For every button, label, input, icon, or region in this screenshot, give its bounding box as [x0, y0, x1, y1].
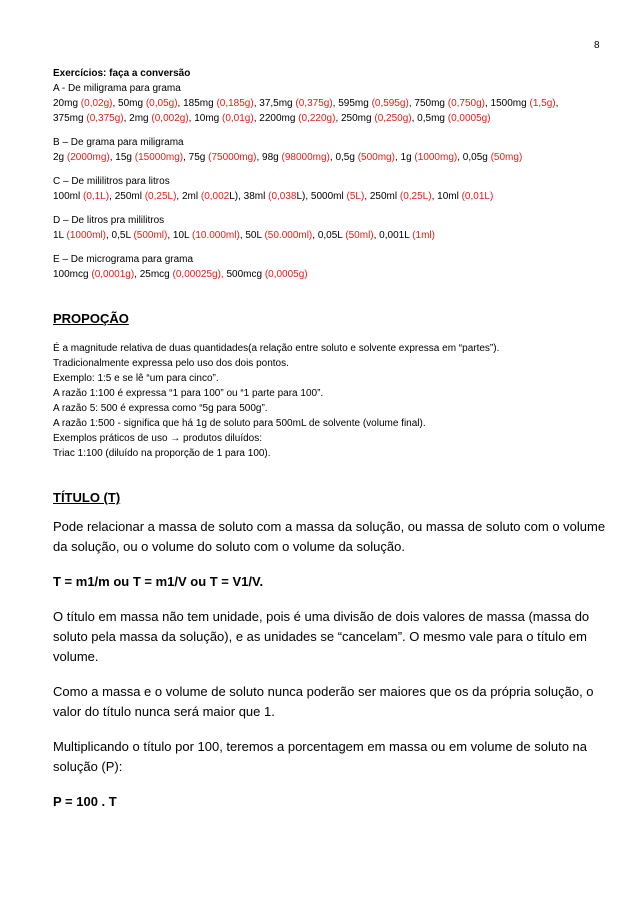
answer-value: (0,250g) — [374, 113, 412, 124]
answer-value: (500mg) — [357, 152, 395, 163]
answer-value: (0,0005g) — [447, 113, 491, 124]
question-value: , 750mg — [408, 98, 448, 109]
percent-formula: P = 100 . T — [53, 794, 117, 809]
question-value: , 98g — [256, 152, 282, 163]
titulo-paragraph-1: Pode relacionar a massa de soluto com a massa da solução, ou massa de soluto com o volume da solução, ou o volume do soluto com o volume da solução. — [53, 519, 606, 554]
proporcao-text — [53, 341, 613, 461]
proporcao-line: Tradicionalmente expressa pelo uso dos dois pontos. — [53, 358, 289, 369]
answer-value: (0,002g) — [151, 113, 189, 124]
question-value: 100ml — [53, 191, 84, 202]
exercise-heading: C – De mililitros para litros — [53, 176, 170, 187]
question-value: , 250ml — [109, 191, 145, 202]
answer-value: (0,02g) — [80, 98, 113, 109]
answer-value: (10.000ml) — [192, 230, 240, 241]
question-value: , 37,5mg — [253, 98, 296, 109]
exercise-line — [53, 189, 613, 204]
question-value: , 0,5g — [329, 152, 358, 163]
question-value: , 250ml — [364, 191, 400, 202]
question-value: , 0,05g — [457, 152, 491, 163]
question-value: , 595mg — [332, 98, 372, 109]
answer-value: (1000mg) — [414, 152, 458, 163]
proporcao-line: A razão 5: 500 é expressa como “5g para 500g”. — [53, 403, 268, 414]
proporcao-section — [53, 311, 613, 461]
answer-value: (1000ml) — [66, 230, 106, 241]
answer-value: (0,0005g) — [264, 269, 308, 280]
answer-value: (0,25L) — [399, 191, 432, 202]
answer-value: (0,01L) — [461, 191, 494, 202]
question-value: , 10ml — [431, 191, 462, 202]
answer-value: (75000mg) — [208, 152, 257, 163]
proporcao-line: Triac 1:100 (diluído na proporção de 1 para 100). — [53, 448, 271, 459]
question-value: , 50L — [239, 230, 265, 241]
titulo-formula: T = m1/m ou T = m1/V ou T = V1/V. — [53, 574, 264, 589]
question-value: 20mg — [53, 98, 81, 109]
question-value: 375mg — [53, 113, 87, 124]
question-value: , 0,001L — [373, 230, 413, 241]
exercise-heading: D – De litros pra mililitros — [53, 215, 165, 226]
answer-value: (0,01g) — [222, 113, 254, 124]
answer-value: (0,0001g) — [91, 269, 135, 280]
answer-value: (0,1L) — [83, 191, 110, 202]
exercise-group — [53, 81, 613, 126]
answer-value: (0,220g) — [298, 113, 336, 124]
proporcao-line: A razão 1:500 - significa que há 1g de soluto para 500mL de solvente (volume final). — [53, 418, 426, 429]
exercise-line — [53, 150, 613, 165]
answer-value: (0,05g) — [145, 98, 178, 109]
answer-value: (500ml) — [133, 230, 168, 241]
answer-value: (15000mg) — [134, 152, 184, 163]
answer-value: (0,25L) — [144, 191, 177, 202]
answer-value: (0,00025g), — [172, 269, 224, 280]
exercise-group — [53, 213, 613, 243]
question-value: , 15g — [109, 152, 135, 163]
exercise-line — [53, 111, 613, 126]
exercise-heading: A - De miligrama para grama — [53, 83, 181, 94]
answer-value: (98000mg) — [281, 152, 330, 163]
proporcao-line: A razão 1:100 é expressa “1 para 100” ou “1 parte para 100”. — [53, 388, 324, 399]
exercise-line — [53, 96, 613, 111]
question-value: , 50mg — [112, 98, 146, 109]
question-value: , 1g — [394, 152, 415, 163]
proporcao-line: Exemplo: 1:5 e se lê “um para cinco”. — [53, 373, 219, 384]
titulo-section — [53, 490, 613, 812]
question-value: , 2mg — [123, 113, 152, 124]
question-value: , 185mg — [177, 98, 217, 109]
answer-value: (0,185g) — [216, 98, 254, 109]
question-value: 100mcg — [53, 269, 92, 280]
answer-value: (0,595g) — [371, 98, 409, 109]
question-value: , 2200mg — [253, 113, 299, 124]
question-value: , 1500mg — [485, 98, 530, 109]
question-value: , 0,5L — [106, 230, 134, 241]
question-value: L), 5000ml — [296, 191, 347, 202]
answer-value: (50.000ml) — [264, 230, 313, 241]
answer-value: (0,002 — [200, 191, 230, 202]
titulo-paragraph-3: Como a massa e o volume de soluto nunca poderão ser maiores que os da própria solução, o valor do título nunca será maior que 1. — [53, 684, 594, 719]
answer-value: (50mg) — [490, 152, 523, 163]
exercise-line — [53, 228, 613, 243]
exercise-list — [53, 81, 613, 282]
answer-value: (5L) — [346, 191, 365, 202]
proporcao-line: Exemplos práticos de uso → produtos diluídos: — [53, 433, 262, 444]
answer-value: (0,038 — [268, 191, 297, 202]
question-value: , — [555, 98, 559, 109]
answer-value: (0,375g) — [295, 98, 333, 109]
proporcao-line: É a magnitude relativa de duas quantidades(a relação entre soluto e solvente expressa em “partes”). — [53, 343, 500, 354]
question-value: , 0,05L — [312, 230, 346, 241]
titulo-paragraph-4: Multiplicando o título por 100, teremos a porcentagem em massa ou em volume de soluto na solução (P): — [53, 739, 588, 774]
answer-value: (0,375g) — [86, 113, 124, 124]
question-value: 2g — [53, 152, 67, 163]
exercise-group — [53, 135, 613, 165]
answer-value: (1,5g) — [529, 98, 556, 109]
question-value: , 75g — [183, 152, 209, 163]
answer-value: (2000mg) — [66, 152, 110, 163]
proporcao-heading: PROPOÇÃO — [53, 311, 129, 326]
exercise-group — [53, 252, 613, 282]
question-value: , 250mg — [335, 113, 375, 124]
question-value: , 2ml — [176, 191, 201, 202]
question-value: , 10mg — [188, 113, 223, 124]
exercise-heading: E – De micrograma para grama — [53, 254, 194, 265]
exercise-line — [53, 267, 613, 282]
titulo-paragraph-2: O título em massa não tem unidade, pois é uma divisão de dois valores de massa (massa do soluto pela massa da solução), e as unidades se “cancelam”. O mesmo vale para o título em volume. — [53, 609, 590, 664]
titulo-heading: TÍTULO (T) — [53, 490, 121, 505]
answer-value: (1ml) — [412, 230, 435, 241]
question-value: L), 38ml — [229, 191, 269, 202]
answer-value: (50ml) — [345, 230, 374, 241]
question-value: 1L — [53, 230, 67, 241]
page-number: 8 — [594, 40, 600, 51]
question-value: , 0,5mg — [411, 113, 448, 124]
question-value: , 10L — [167, 230, 192, 241]
question-value: , 25mcg — [134, 269, 173, 280]
question-value: 500mcg — [223, 269, 265, 280]
exercise-heading: B – De grama para miligrama — [53, 137, 184, 148]
exercises-title: Exercícios: faça a conversão — [53, 68, 191, 79]
answer-value: (0,750g) — [447, 98, 485, 109]
exercise-group — [53, 174, 613, 204]
exercises-section — [53, 66, 613, 282]
